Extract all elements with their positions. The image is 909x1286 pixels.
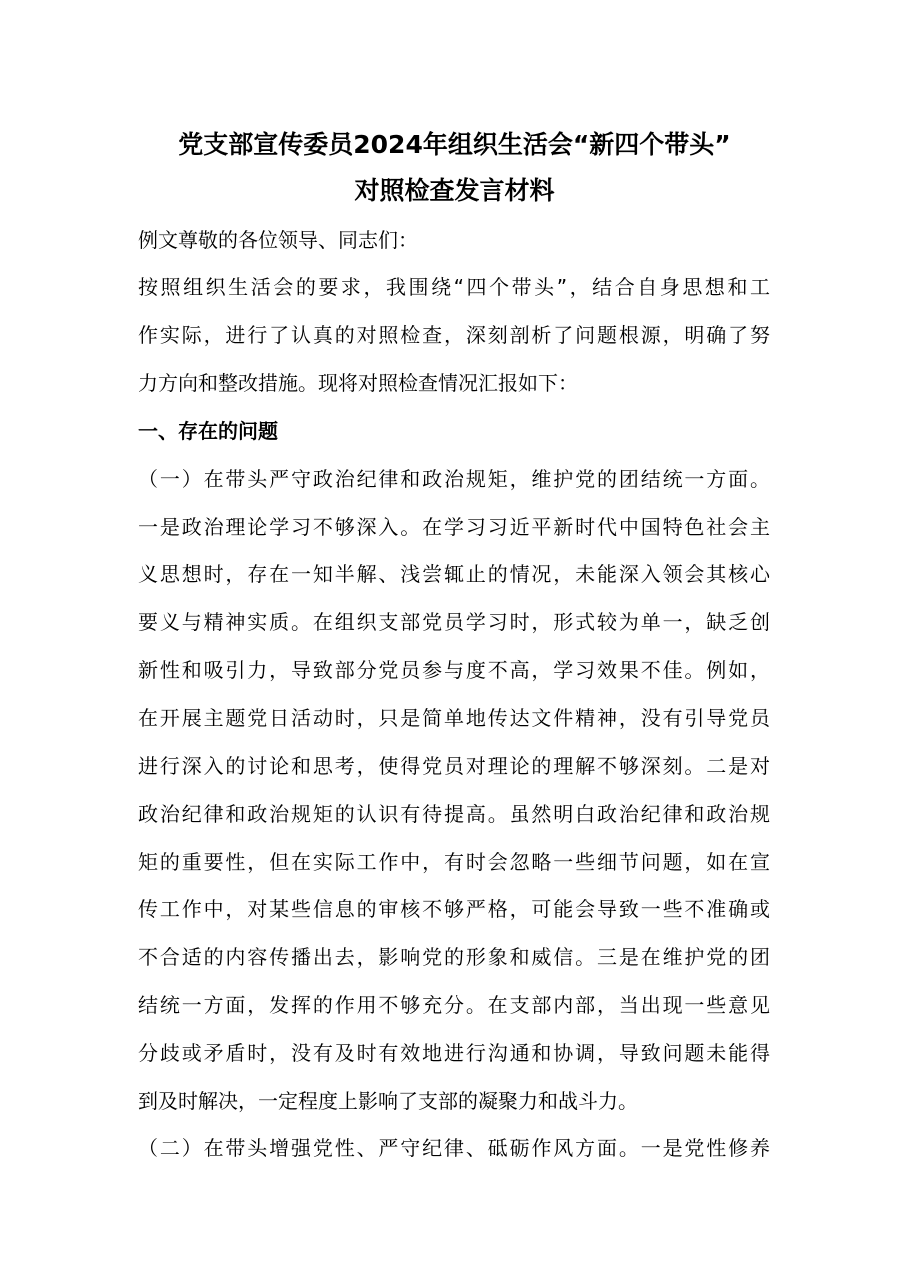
body-line: 新性和吸引力，导致部分党员参与度不高，学习效果不佳。例如， (138, 658, 770, 682)
body-line: 按照组织生活会的要求，我围绕“四个带头”，结合自身思想和工 (138, 275, 770, 299)
body-line: 义思想时，存在一知半解、浅尝辄止的情况，未能深入领会其核心 (138, 562, 770, 586)
body-line: 到及时解决，一定程度上影响了支部的凝聚力和战斗力。 (138, 1089, 638, 1113)
body-line: 作实际，进行了认真的对照检查，深刻剖析了问题根源，明确了努 (138, 323, 770, 347)
body-line: 传工作中，对某些信息的审核不够严格，可能会导致一些不准确或 (138, 897, 770, 921)
section-heading: 一、存在的问题 (138, 419, 278, 443)
body-line: 矩的重要性，但在实际工作中，有时会忽略一些细节问题，如在宣 (138, 850, 770, 874)
body-line: 不合适的内容传播出去，影响党的形象和威信。三是在维护党的团 (138, 945, 770, 969)
body-line: 结统一方面，发挥的作用不够充分。在支部内部，当出现一些意见 (138, 993, 770, 1017)
body-line: 进行深入的讨论和思考，使得党员对理论的理解不够深刻。二是对 (138, 754, 770, 778)
body-line: 分歧或矛盾时，没有及时有效地进行沟通和协调，导致问题未能得 (138, 1041, 770, 1065)
body-line: 力方向和整改措施。现将对照检查情况汇报如下： (138, 371, 578, 395)
subsection-heading: （二）在带头增强党性、严守纪律、砥砺作风方面。一是党性修养 (138, 1136, 770, 1160)
document-title-line-2: 对照检查发言材料 (354, 176, 555, 205)
body-line: 在开展主题党日活动时，只是简单地传达文件精神，没有引导党员 (138, 706, 770, 730)
body-line: 政治纪律和政治规矩的认识有待提高。虽然明白政治纪律和政治规 (138, 802, 770, 826)
salutation: 例文尊敬的各位领导、同志们： (138, 228, 418, 252)
document-title-line-1: 党支部宣传委员2024年组织生活会“新四个带头” (178, 130, 731, 159)
body-line: 要义与精神实质。在组织支部党员学习时，形式较为单一，缺乏创 (138, 610, 770, 634)
subsection-heading: （一）在带头严守政治纪律和政治规矩，维护党的团结统一方面。 (138, 467, 770, 491)
body-line: 一是政治理论学习不够深入。在学习习近平新时代中国特色社会主 (138, 515, 770, 539)
